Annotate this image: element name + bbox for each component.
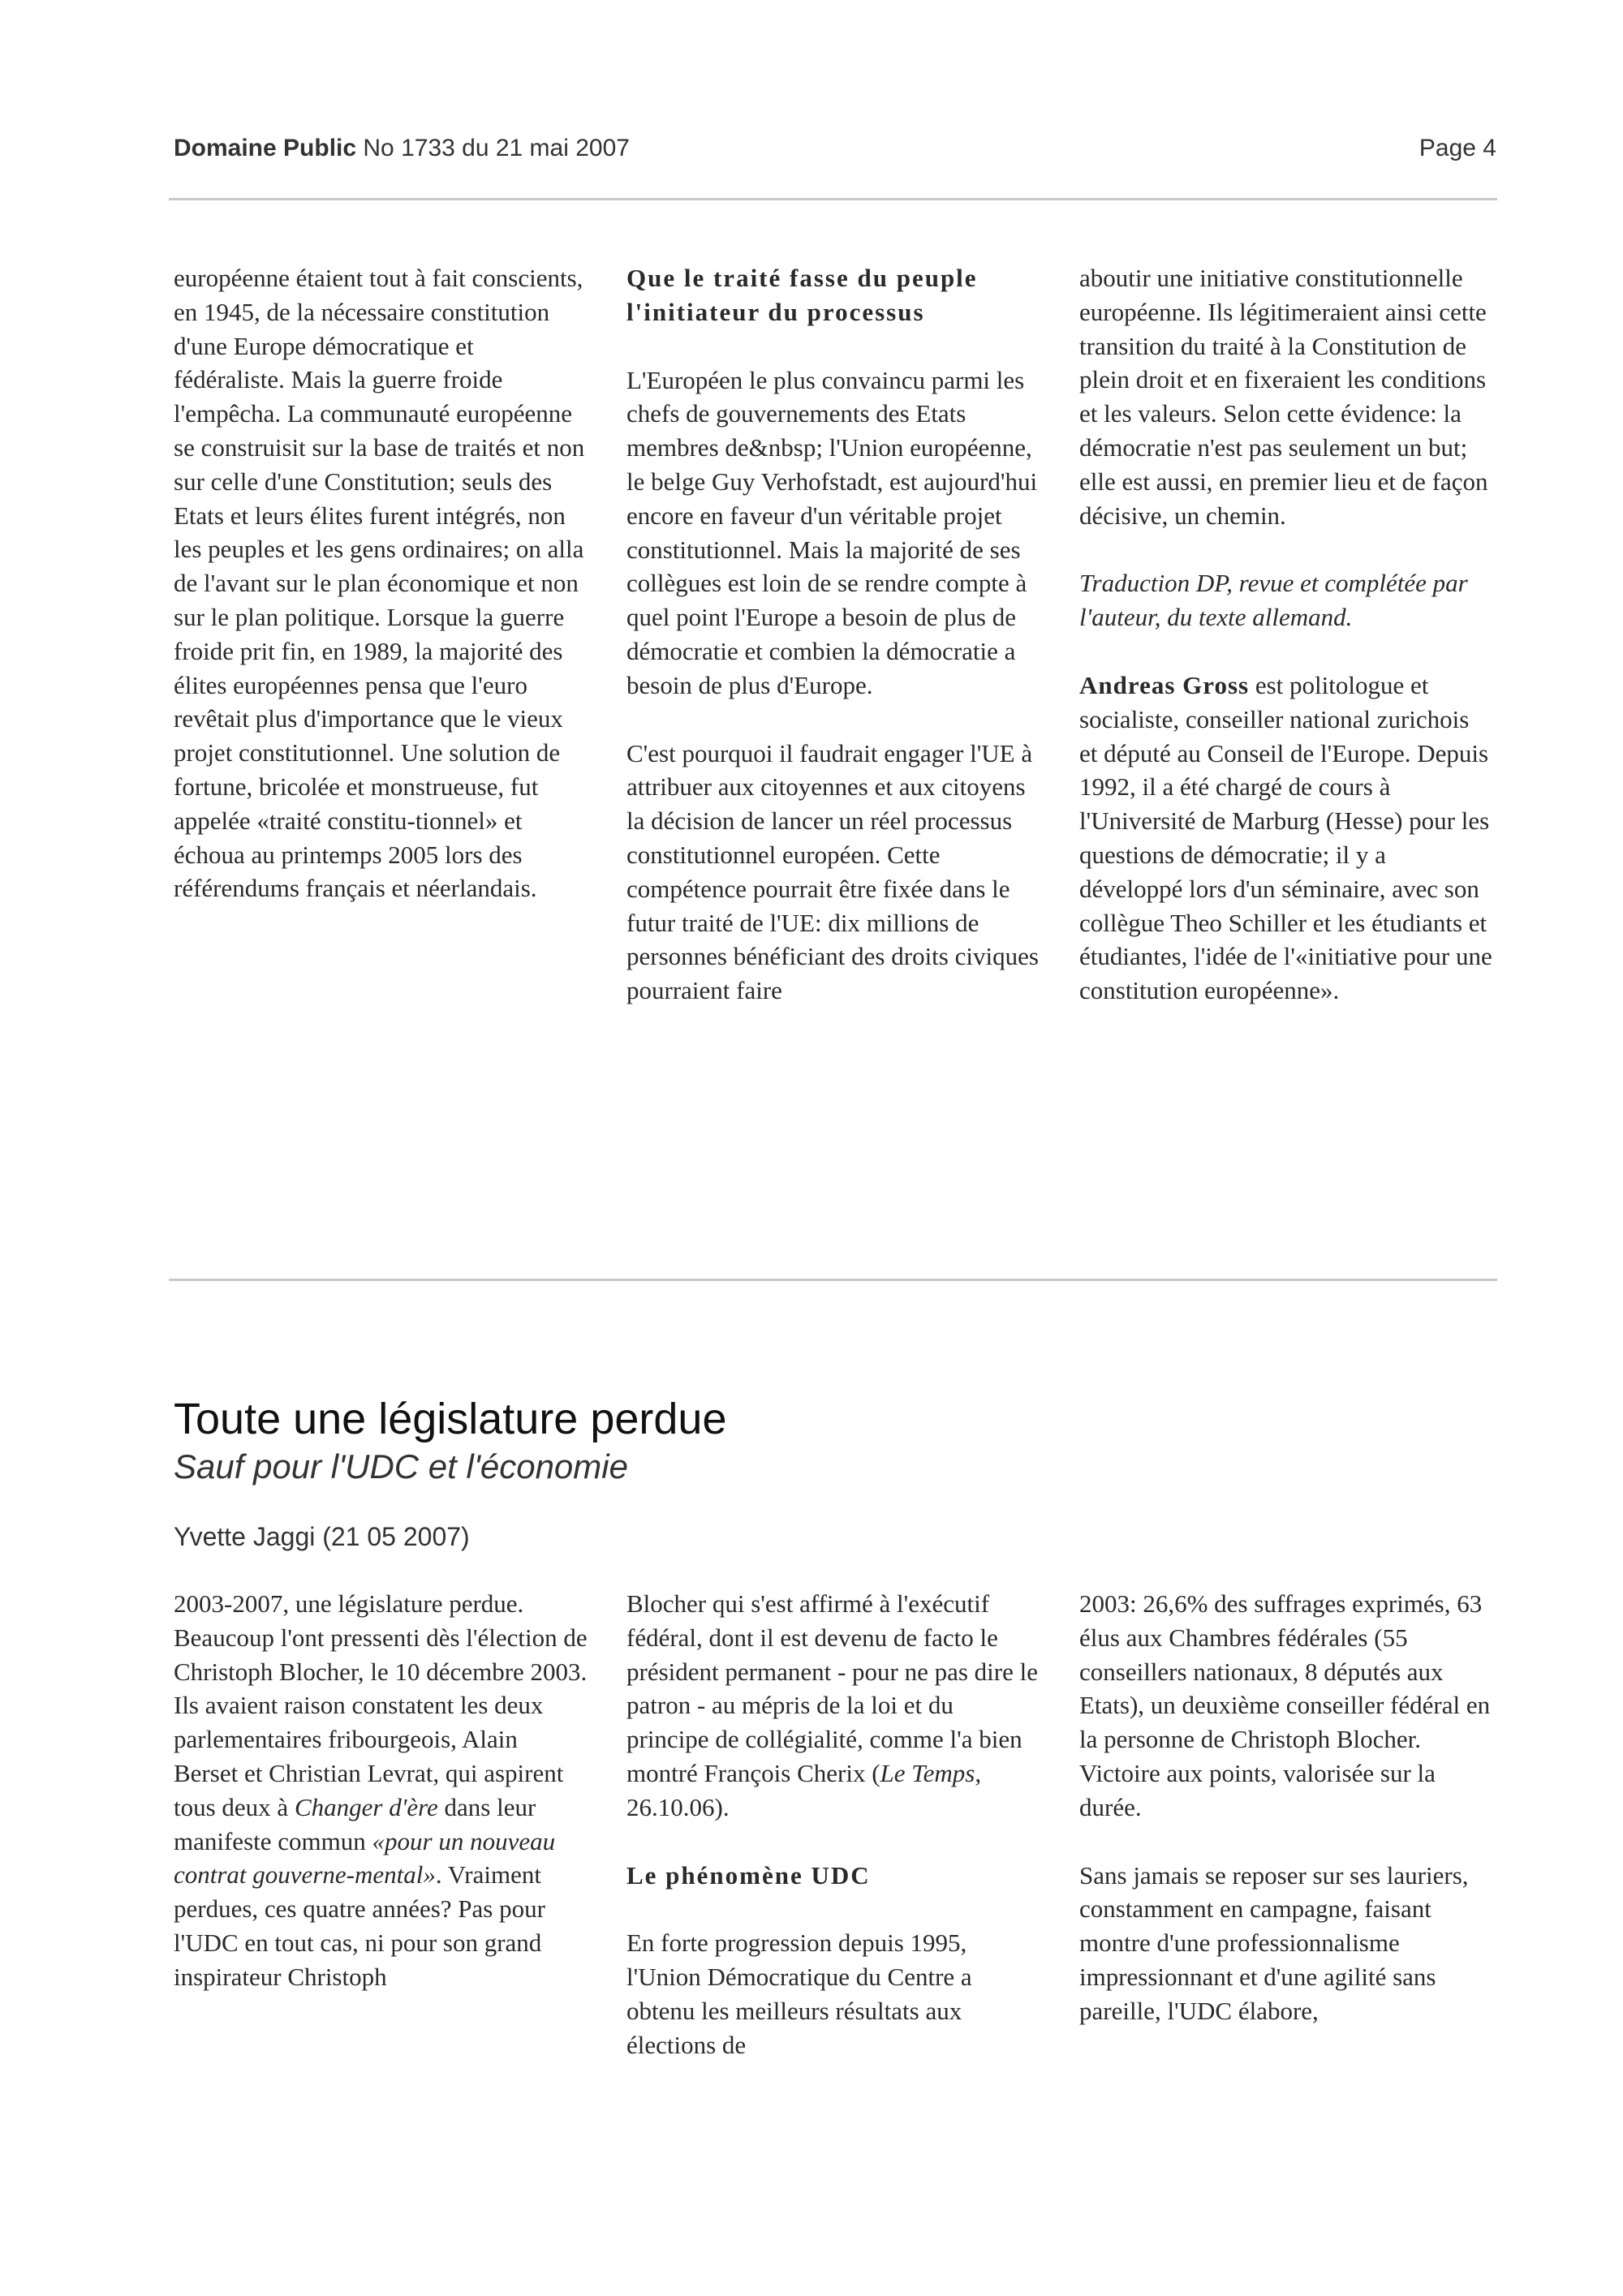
text-run: . Vraiment perdues, ces quatre années? Pas pour l'UDC en tout cas, ni pour son grand inspirateur Christoph xyxy=(174,1860,545,1991)
translation-note: Traduction DP, revue et complétée par l'auteur, du texte allemand. xyxy=(1079,569,1468,632)
header-divider xyxy=(169,198,1497,200)
book-title: Changer d'ère xyxy=(294,1792,438,1821)
page-number: Page 4 xyxy=(1419,135,1496,161)
article2-column-2 xyxy=(626,1587,1040,2062)
article2-column-3 xyxy=(1079,1587,1493,2028)
article1-column-1 xyxy=(174,261,588,905)
article2-byline: Yvette Jaggi (21 05 2007) xyxy=(174,1522,470,1551)
author-bio xyxy=(1079,669,1493,1008)
manifesto-quote: «pour un nouveau contrat gouverne-mental» xyxy=(174,1826,556,1890)
article1-column-3 xyxy=(1079,261,1493,1008)
text-run: 2003-2007, une législature perdue. Beaucoup l'ont pressenti dès l'élection de Christoph Blocher, le 10 décembre 2003. Ils avaient raison constatent les deux parlementaires fribourgeois, Alain Berset et Christian Levrat, qui aspirent tous deux à xyxy=(174,1589,588,1821)
author-name: Andreas Gross xyxy=(1079,670,1250,699)
article2-column-1 xyxy=(174,1587,588,1994)
article2-title: Toute une législature perdue xyxy=(174,1395,727,1443)
issue-info: No 1733 du 21 mai 2007 xyxy=(363,135,630,161)
publication-name: Domaine Public xyxy=(174,135,357,161)
article1-paragraph: L'Européen le plus convaincu parmi les chefs de gouvernements des Etats membres de&nbsp; l'Union européenne, le belge Guy Verhofstadt, est aujourd'hui encore en faveur d'un véritable projet constitutionnel. Mais la majorité de ses collègues est loin de se rendre compte à quel point l'Europe a besoin de plus de démocratie et combien la démocratie a besoin de plus d'Europe. xyxy=(626,365,1038,699)
article2-paragraph: Sans jamais se reposer sur ses lauriers, constamment en campagne, faisant montre d'une professionnalisme impressionnant et d'une agilité sans pareille, l'UDC élabore, xyxy=(1079,1860,1469,2025)
publication-info xyxy=(174,135,630,162)
text-run: Blocher qui s'est affirmé à l'exécutif fédéral, dont il est devenu de facto le président permanent - pour ne pas dire le patron - au mépris de la loi et du principe de collégialité, comme l'a bien montré François Cherix ( xyxy=(626,1589,1039,1787)
article1-paragraph: européenne étaient tout à fait conscients, en 1945, de la nécessaire constitution d'une Europe démocratique et fédéraliste. Mais la guerre froide l'empêcha. La communauté européenne se construisit sur la base de traités et non sur celle d'une Constitution; seuls des Etats et leurs élites furent intégrés, non les peuples et les gens ordinaires; on alla de l'avant sur le plan économique et non sur le plan politique. Lorsque la guerre froide prit fin, en 1989, la majorité des élites européennes pensa que l'euro revêtait plus d'importance que le vieux projet constitutionnel. Une solution de fortune, bricolée et monstrueuse, fut appelée «traité constitu-tionnel» et échoua au printemps 2005 lors des référendums français et néerlandais. xyxy=(174,264,585,903)
article2-paragraph xyxy=(174,1587,588,1994)
article2-paragraph xyxy=(626,1587,1040,1825)
article1-paragraph: C'est pourquoi il faudrait engager l'UE à attribuer aux citoyennes et aux citoyens la décision de lancer un réel processus constitutionnel européen. Cette compétence pourrait être fixée dans le futur traité de l'UE: dix millions de personnes bénéficiant des droits civiques pourraient faire xyxy=(626,738,1039,1005)
article2-paragraph: En forte progression depuis 1995, l'Union Démocratique du Centre a obtenu les meilleurs résultats aux élections de xyxy=(626,1928,972,2059)
article1-column-2 xyxy=(626,261,1040,1008)
newspaper-title: Le Temps xyxy=(880,1758,975,1787)
text-run: , 26.10.06). xyxy=(626,1758,982,1821)
article2-subheading: Le phénomène UDC xyxy=(626,1860,871,1890)
article2-paragraph: 2003: 26,6% des suffrages exprimés, 63 élus aux Chambres fédérales (55 conseillers nationaux, 8 députés aux Etats), un deuxième conseiller fédéral en la personne de Christoph Blocher. Victoire aux points, valorisée sur la durée. xyxy=(1079,1589,1491,1821)
text-run: dans leur manifeste commun xyxy=(174,1792,536,1855)
author-bio-text: est politologue et socialiste, conseiller national zurichois et député au Conseil de l'Europe. Depuis 1992, il a été chargé de cours à l'Université de Marburg (Hesse) pour les questions de démocratie; il y a développé lors d'un séminaire, avec son collègue Theo Schiller et les étudiants et étudiantes, l'idée de l'«initiative pour une constitution européenne». xyxy=(1079,670,1492,1005)
article1-paragraph: aboutir une initiative constitutionnelle européenne. Ils légitimeraient ainsi cette transition du traité à la Constitution de plein droit et en fixeraient les conditions et les valeurs. Selon cette évidence: la démocratie n'est pas seulement un but; elle est aussi, en premier lieu et de façon décisive, un chemin. xyxy=(1079,264,1488,530)
article1-subheading: Que le traité fasse du peuple l'initiateur du processus xyxy=(626,264,978,326)
article-divider xyxy=(169,1279,1497,1281)
article2-subtitle: Sauf pour l'UDC et l'économie xyxy=(174,1447,628,1486)
page-header xyxy=(174,135,1496,170)
